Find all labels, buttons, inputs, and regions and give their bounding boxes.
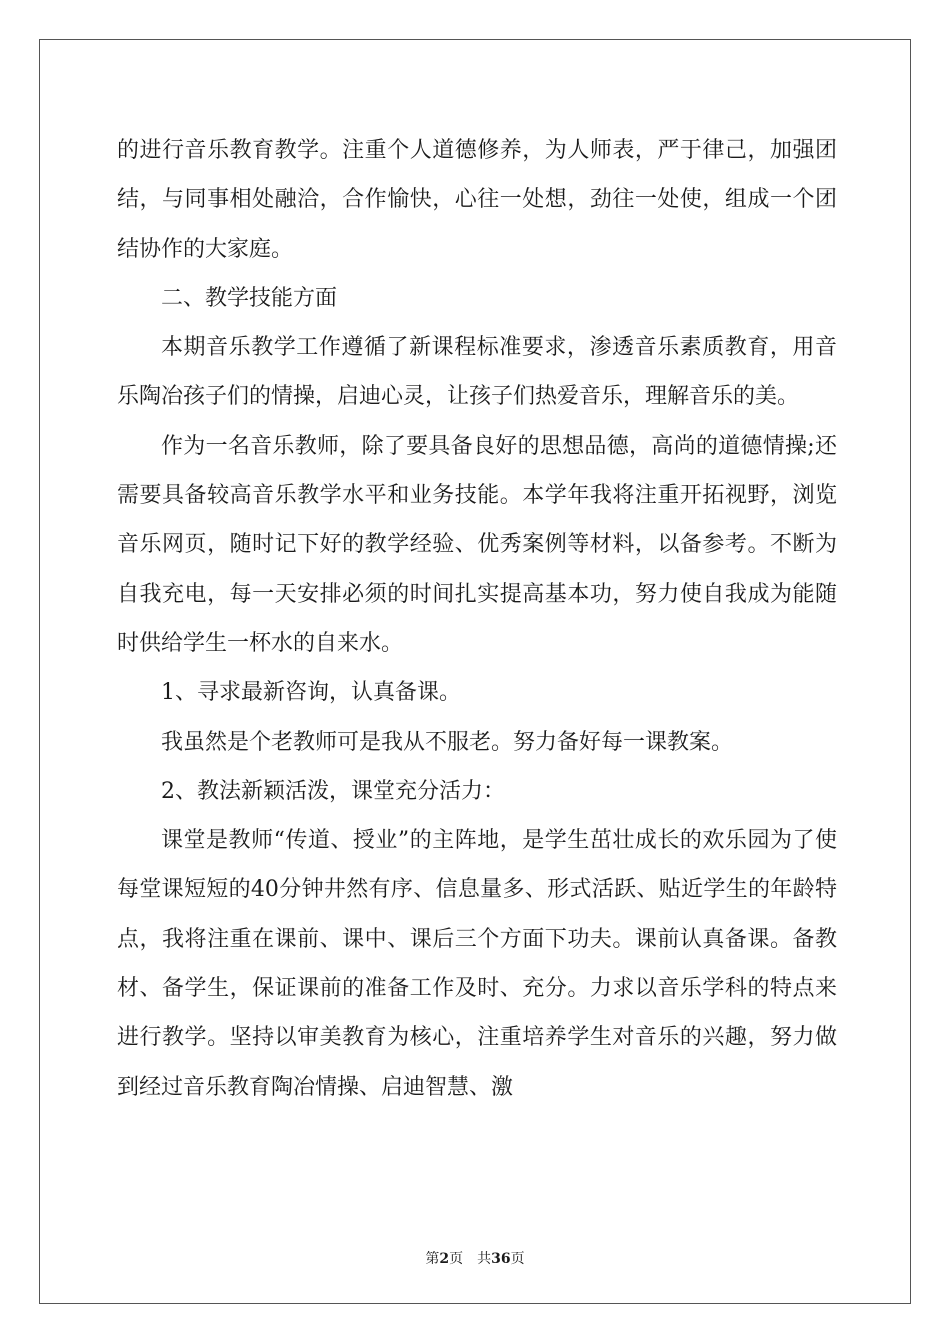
footer-prefix: 第 bbox=[425, 1251, 440, 1267]
paragraph: 作为一名音乐教师，除了要具备良好的思想品德，高尚的道德情操;还需要具备较高音乐教学水平和业务技能。本学年我将注重开拓视野，浏览音乐网页，随时记下好的教学经验、优秀案例等材料，以备参考。不断为自我充电，每一天安排必须的时间扎实提高基本功，努力使自我成为能随时供给学生一杯水的自来水。 bbox=[117, 433, 837, 656]
footer-total-suffix: 页 bbox=[510, 1251, 525, 1267]
paragraph: 课堂是教师“传道、授业”的主阵地，是学生茁壮成长的欢乐园为了使每堂课短短的40分钟井然有序、信息量多、形式活跃、贴近学生的年龄特点，我将注重在课前、课中、课后三个方面下功夫。课前认真备课。备教材、备学生，保证课前的准备工作及时、充分。力求以音乐学科的特点来进行教学。坚持以审美教育为核心，注重培养学生对音乐的兴趣，努力做到经过音乐教育陶冶情操、启迪智慧、激 bbox=[117, 828, 837, 1100]
section-heading: 二、教学技能方面 bbox=[161, 285, 338, 311]
page-footer bbox=[0, 1248, 950, 1268]
list-item-heading: 1、寻求最新咨询，认真备课。 bbox=[161, 680, 461, 706]
paragraph: 本期音乐教学工作遵循了新课程标准要求，渗透音乐素质教育，用音乐陶冶孩子们的情操，启迪心灵，让孩子们热爱音乐，理解音乐的美。 bbox=[117, 335, 837, 410]
list-item-heading: 2、教法新颖活泼，课堂充分活力： bbox=[161, 778, 505, 804]
paragraph: 的进行音乐教育教学。注重个人道德修养，为人师表，严于律己，加强团结，与同事相处融洽，合作愉快，心往一处想，劲往一处使，组成一个团结协作的大家庭。 bbox=[117, 138, 837, 262]
total-pages: 36 bbox=[491, 1251, 511, 1267]
document-body bbox=[117, 126, 837, 1112]
footer-page-suffix: 页 bbox=[449, 1251, 464, 1267]
footer-total-prefix: 共 bbox=[477, 1251, 492, 1267]
page-number: 2 bbox=[439, 1251, 450, 1267]
paragraph: 我虽然是个老教师可是我从不服老。努力备好每一课教案。 bbox=[161, 729, 734, 755]
